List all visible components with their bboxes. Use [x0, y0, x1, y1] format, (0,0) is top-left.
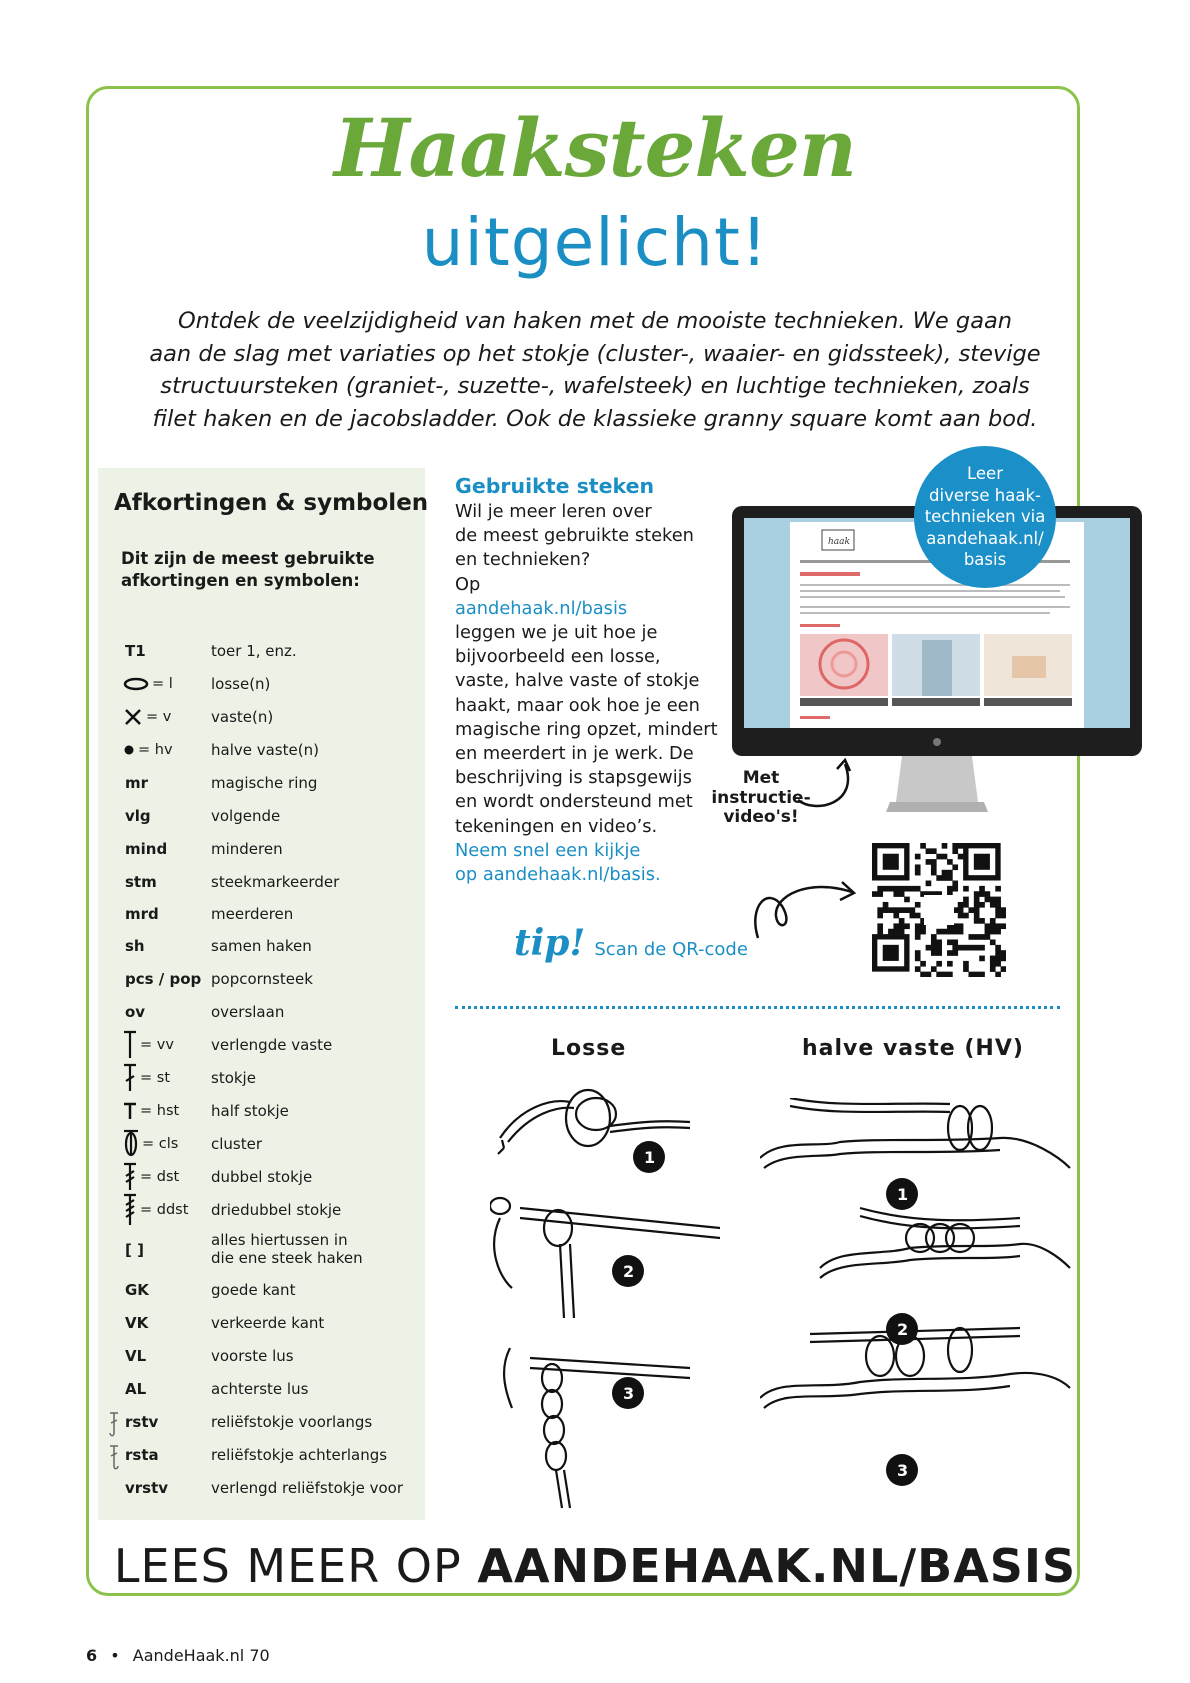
- abbreviation-key: VL: [125, 1347, 147, 1365]
- t-one-bar-icon: [123, 1063, 137, 1093]
- badge-line: diverse haak-: [929, 485, 1041, 505]
- abbreviation-key: ov: [125, 1003, 146, 1021]
- cta-site-link[interactable]: AANDEHAAK.NL/BASIS: [477, 1539, 1077, 1593]
- page-title: Haaksteken: [333, 101, 857, 195]
- tip-text: Scan de QR-code: [594, 939, 748, 960]
- abbreviation-meaning: samen haken: [211, 937, 312, 955]
- abbreviation-meaning: verkeerde kant: [211, 1314, 325, 1332]
- video-note-line: video's!: [723, 807, 799, 827]
- abbreviation-meaning: achterste lus: [211, 1380, 309, 1398]
- step-number: 3: [623, 1384, 635, 1403]
- symbol-cluster: [123, 1129, 178, 1159]
- abbreviation-meaning: stokje: [211, 1069, 256, 1087]
- basis-link[interactable]: op aandehaak.nl/basis.: [455, 864, 661, 886]
- abbreviation-key: = hst: [140, 1103, 180, 1119]
- intro-line: filet haken en de jacobsladder. Ook de klassieke granny square komt aan bod.: [152, 405, 1038, 432]
- abbreviation-row: [98, 1030, 425, 1060]
- used-stitches-line: vaste, halve vaste of stokje: [455, 670, 700, 692]
- svg-text:haak: haak: [828, 537, 850, 547]
- abbreviation-key: stm: [125, 873, 157, 891]
- abbreviation-row: [98, 1231, 425, 1267]
- symbol-long-t: [123, 1030, 174, 1060]
- video-note-line: instructie-: [711, 787, 811, 808]
- page-number: 6: [86, 1646, 98, 1665]
- abbreviation-key: = l: [152, 676, 173, 692]
- magazine-name: AandeHaak.nl 70: [132, 1646, 270, 1665]
- step-number: 1: [644, 1148, 656, 1167]
- abbreviation-row: [98, 1374, 425, 1404]
- page-footer: [86, 1646, 270, 1665]
- abbreviation-row: [98, 1341, 425, 1371]
- abbreviation-row: [98, 669, 425, 699]
- abbreviation-key: VK: [125, 1314, 149, 1332]
- abbreviation-row: [98, 1407, 425, 1437]
- abbreviation-key: mind: [125, 840, 168, 858]
- cluster-icon: [123, 1129, 139, 1159]
- abbreviation-meaning: steekmarkeerder: [211, 873, 340, 891]
- cross-icon: [123, 708, 143, 726]
- used-stitches-line: bijvoorbeeld een losse,: [455, 646, 661, 668]
- abbreviation-row: [98, 636, 425, 666]
- abbreviation-row: [98, 1096, 425, 1126]
- step-number: 3: [897, 1461, 909, 1480]
- abbreviation-row: [98, 997, 425, 1027]
- loop-arrow-icon: [748, 866, 868, 946]
- abbreviation-row: [98, 1129, 425, 1159]
- abbreviation-key: = v: [146, 709, 172, 725]
- abbreviation-meaning: halve vaste(n): [211, 741, 319, 759]
- symbol-t-two-bar: [123, 1162, 179, 1192]
- badge-line: technieken via: [924, 507, 1046, 527]
- abbreviations-subheading: Dit zijn de meest gebruikte afkortingen en symbolen:: [121, 549, 375, 590]
- abbreviation-meaning: driedubbel stokje: [211, 1201, 342, 1219]
- abbreviation-key: = cls: [142, 1136, 179, 1152]
- abbreviation-key: rsta: [125, 1446, 159, 1464]
- abbreviation-meaning: minderen: [211, 840, 283, 858]
- abbreviation-meaning: losse(n): [211, 675, 271, 693]
- abbreviation-meaning: cluster: [211, 1135, 263, 1153]
- symbol-dot: [123, 735, 173, 765]
- abbreviation-meaning: alles hiertussen in die ene steek haken: [211, 1231, 363, 1267]
- used-stitches-line: tekeningen en video’s.: [455, 815, 658, 837]
- step-number: 2: [897, 1320, 909, 1339]
- abbreviation-row: [98, 801, 425, 831]
- abbreviation-row: [98, 1473, 425, 1503]
- step-number: 2: [623, 1262, 635, 1281]
- abbreviation-meaning: magische ring: [211, 774, 318, 792]
- qr-code[interactable]: [872, 843, 1006, 977]
- tip-label: [514, 922, 748, 964]
- symbol-t-one-bar: [123, 1063, 170, 1093]
- used-stitches-line: [455, 839, 725, 863]
- used-stitches-heading: Gebruikte steken: [455, 474, 655, 498]
- abbreviation-row: [98, 1440, 425, 1470]
- badge-line: basis: [963, 550, 1007, 570]
- abbreviation-row: [98, 1162, 425, 1192]
- t-short-icon: [123, 1101, 137, 1121]
- read-more-cta: [0, 1538, 1190, 1594]
- hv-heading: halve vaste (HV): [802, 1036, 1024, 1061]
- abbreviation-key: [ ]: [125, 1241, 144, 1259]
- abbreviation-key: vrstv: [125, 1479, 169, 1497]
- abbreviation-key: = st: [140, 1070, 170, 1086]
- abbreviation-meaning: verlengde vaste: [211, 1036, 333, 1054]
- used-stitches-line: beschrijving is stapsgewijs: [455, 767, 692, 789]
- abbreviation-key: = hv: [138, 742, 173, 758]
- abbreviation-key: = vv: [140, 1037, 174, 1053]
- abbreviation-row: [98, 1308, 425, 1338]
- symbol-t-three-bar: [123, 1195, 188, 1225]
- used-stitches-line: en wordt ondersteund met: [455, 791, 693, 813]
- t-two-bar-icon: [123, 1162, 137, 1192]
- abbreviation-key: rstv: [125, 1413, 159, 1431]
- used-stitches-line: magische ring opzet, mindert: [455, 718, 718, 740]
- intro-line: Ontdek de veelzijdigheid van haken met de mooiste technieken. We gaan: [177, 308, 1013, 334]
- used-stitches-line: de meest gebruikte steken: [455, 525, 694, 547]
- tip-word: tip!: [514, 922, 586, 964]
- symbol-oval: [123, 669, 173, 699]
- abbreviations-panel: [98, 468, 429, 1520]
- symbol-cross: [123, 702, 171, 732]
- abbreviation-meaning: verlengd reliëfstokje voor: [211, 1479, 404, 1497]
- abbreviation-row: [98, 899, 425, 929]
- abbreviation-meaning: dubbel stokje: [211, 1168, 313, 1186]
- hv-diagram: [760, 1098, 1080, 1498]
- badge-line: aandehaak.nl/: [926, 528, 1044, 548]
- abbreviation-meaning: vaste(n): [211, 708, 274, 726]
- losse-heading: Losse: [551, 1036, 627, 1061]
- abbreviation-key: AL: [125, 1380, 147, 1398]
- abbreviation-row: [98, 964, 425, 994]
- used-stitches-line: en technieken?: [455, 549, 591, 571]
- abbreviation-meaning: volgende: [211, 807, 281, 825]
- video-note-line: Met: [742, 768, 780, 788]
- relief-front-icon: [108, 1411, 120, 1441]
- basis-link[interactable]: Neem snel een kijkje: [455, 839, 641, 861]
- abbreviation-key: = ddst: [140, 1202, 189, 1218]
- abbreviation-meaning: reliëfstokje voorlangs: [211, 1413, 373, 1431]
- abbreviation-key: T1: [125, 642, 146, 660]
- used-stitches-line: [455, 863, 725, 887]
- intro-paragraph: [130, 305, 1060, 435]
- abbreviation-key: GK: [125, 1281, 149, 1299]
- used-stitches-line: en meerdert in je werk. De: [455, 743, 694, 765]
- abbreviation-meaning: voorste lus: [211, 1347, 294, 1365]
- page-subtitle: uitgelicht!: [421, 204, 769, 281]
- abbreviation-row: [98, 931, 425, 961]
- abbreviation-meaning: toer 1, enz.: [211, 642, 297, 660]
- relief-back-icon: [108, 1444, 120, 1474]
- intro-line: aan de slag met variaties op het stokje (cluster-, waaier- en gidssteek), stevige: [149, 340, 1041, 367]
- abbreviation-key: sh: [125, 937, 145, 955]
- abbreviation-meaning: popcornsteek: [211, 970, 313, 988]
- abbreviation-row: [98, 834, 425, 864]
- abbreviation-key: vlg: [125, 807, 151, 825]
- abbreviation-row: [98, 1275, 425, 1305]
- abbreviation-row: [98, 867, 425, 897]
- abbreviations-heading: Afkortingen & symbolen: [114, 490, 429, 516]
- abbreviation-key: pcs / pop: [125, 970, 202, 988]
- basis-link[interactable]: aandehaak.nl/basis: [455, 597, 628, 619]
- used-stitches-line: Wil je meer leren over: [455, 501, 652, 522]
- oval-icon: [123, 677, 149, 691]
- symbol-t-short: [123, 1096, 179, 1126]
- abbreviation-row: [98, 1063, 425, 1093]
- abbreviation-meaning: overslaan: [211, 1003, 285, 1021]
- used-stitches-line: leggen we je uit hoe je: [455, 622, 658, 644]
- footer-separator: •: [110, 1646, 120, 1665]
- abbreviation-meaning: goede kant: [211, 1281, 296, 1299]
- used-stitches-text: [455, 500, 725, 887]
- abbreviation-meaning: meerderen: [211, 905, 294, 923]
- badge-line: Leer: [967, 464, 1003, 484]
- abbreviation-row: [98, 735, 425, 765]
- abbreviation-row: [98, 768, 425, 798]
- abbreviation-key: mrd: [125, 905, 159, 923]
- losse-diagram: [490, 1078, 730, 1518]
- abbreviation-key: mr: [125, 774, 149, 792]
- abbreviation-row: [98, 702, 425, 732]
- used-stitches-line: haakt, maar ook hoe je een: [455, 694, 700, 716]
- curved-arrow-icon: [790, 752, 860, 822]
- step-number: 1: [897, 1185, 909, 1204]
- used-stitches-line: Op aandehaak.nl/basis: [455, 573, 725, 621]
- dot-icon: [123, 744, 135, 756]
- abbreviation-row: [98, 1195, 425, 1225]
- t-three-bar-icon: [123, 1193, 137, 1227]
- learn-badge: [914, 446, 1056, 588]
- cta-prefix: LEES MEER OP: [113, 1539, 478, 1593]
- abbreviation-meaning: half stokje: [211, 1102, 289, 1120]
- dotted-divider: [455, 1006, 1060, 1009]
- abbreviation-key: = dst: [140, 1169, 180, 1185]
- long-t-icon: [123, 1030, 137, 1060]
- intro-line: structuursteken (graniet-, suzette-, wafelsteek) en luchtige technieken, zoals: [160, 373, 1030, 399]
- abbreviation-meaning: reliëfstokje achterlangs: [211, 1446, 388, 1464]
